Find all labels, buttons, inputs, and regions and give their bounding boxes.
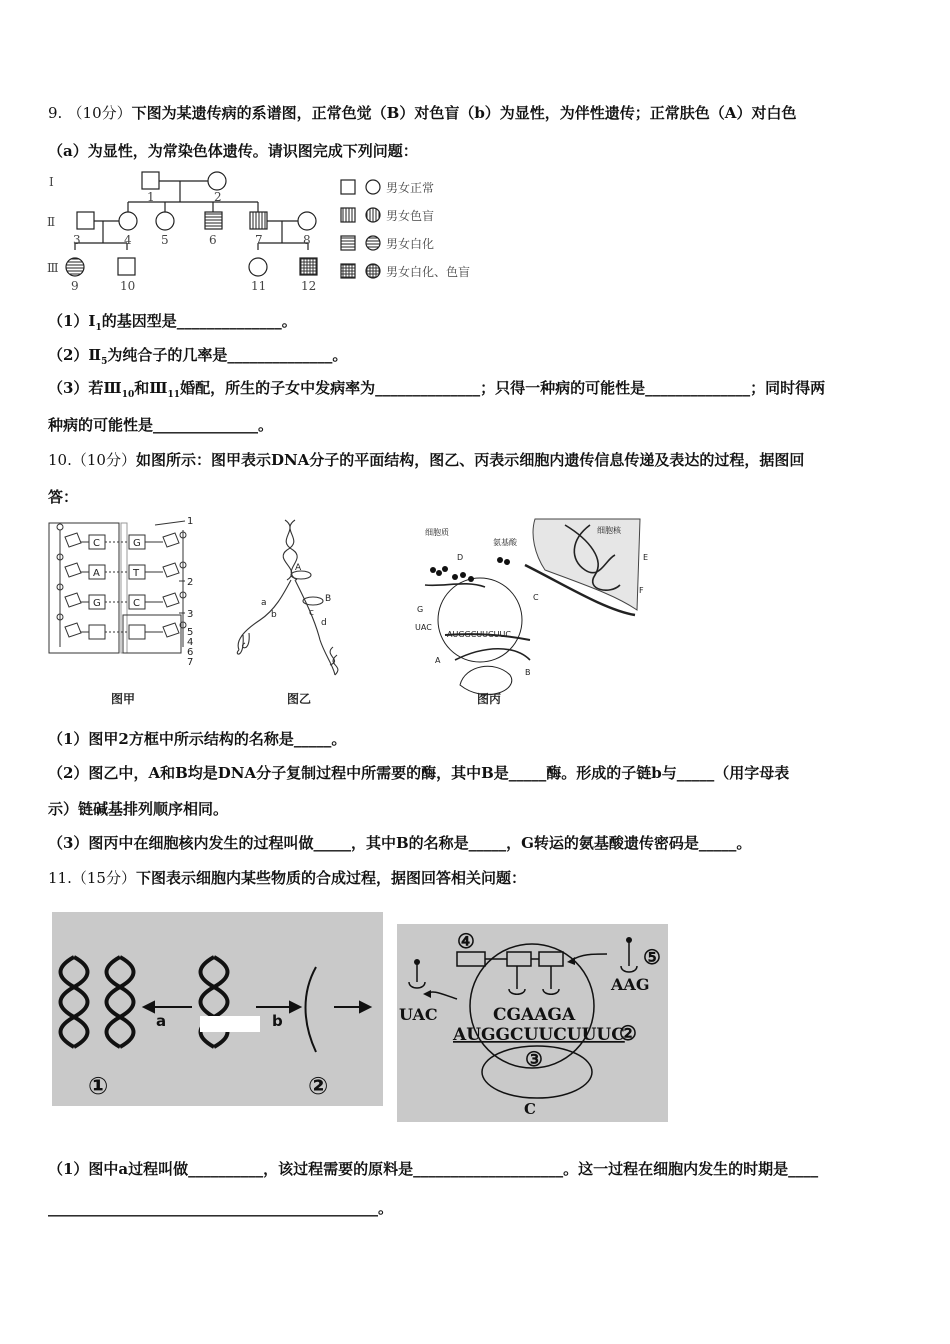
bing-anticodon: UAC [415,623,432,632]
individual-II6 [205,212,222,229]
bing-label-A: A [435,656,441,665]
legend-normal: 男女正常 [386,181,435,195]
q9-score: （10分） [67,104,132,122]
caption-jia: 图甲 [111,692,136,706]
individual-II8 [298,212,316,230]
mark-2-right: ② [619,1021,637,1045]
individual-II5 [156,212,174,230]
mark-1: ① [88,1072,109,1100]
anticodon-sequence: CGAAGA [493,1005,576,1025]
base-A: A [93,568,100,579]
bing-label-nucleus: 细胞核 [597,526,621,535]
individual-II7 [250,212,267,229]
arrow-b-label: b [272,1012,283,1030]
individual-III12 [300,258,317,275]
q9-title-text: 下图为某遗传病的系谱图，正常色觉（B）对色盲（b）为显性，为伴性遗传；正常肤色（A）对白色 [131,104,797,122]
base-G: G [133,538,141,549]
label-10: 10 [120,279,136,293]
yi-label-B: B [325,594,332,604]
gen-label-III: Ⅲ [47,261,59,275]
caption-bing: 图丙 [477,692,502,706]
legend-both: 男女白化、色盲 [386,265,471,279]
jia-label-5: 5 [187,627,194,638]
label-5: 5 [161,233,169,247]
yi-label-c: c [309,608,314,618]
mark-3: ③ [525,1047,543,1071]
caption-yi: 图乙 [287,692,312,706]
label-12: 12 [301,279,317,293]
bing-label-B: B [525,668,531,677]
fig-jia-dna-structure [45,515,205,710]
bing-mrna: AUGGCUUCUUC [447,630,511,639]
q10-title: 10.（10分）如图所示：图甲表示DNA分子的平面结构，图乙、丙表示细胞内遗传信息传递及表达的过程，据图回 [48,451,805,469]
label-9: 9 [71,279,79,293]
fig-yi-replication [225,515,355,710]
label-8: 8 [303,233,311,247]
mrna-sequence: AUGGCUUCUUUC [453,1025,625,1045]
q10-sub2-line2: 示）链碱基排列顺序相同。 [48,800,229,818]
mark-2: ② [308,1072,329,1100]
yi-label-a: a [261,598,267,608]
individual-II3 [77,212,94,229]
fig-bing-expression [405,515,650,710]
label-1: 1 [147,190,155,204]
base-T: T [133,568,140,579]
q9-sub3: （3）若$Ⅲ_{10}$和$Ⅲ_{11}$婚配，所生的子女中发病率为______________；只得一种病的可能性是______________；同时得两 [48,379,826,400]
bing-label-cytoplasm: 细胞质 [425,528,449,537]
q10-title-line2: 答： [48,488,79,506]
base-G2: G [93,598,101,609]
label-2: 2 [214,190,222,204]
mark-5: ⑤ [643,945,661,969]
label-4: 4 [124,233,132,247]
arrow-a-label: a [156,1012,167,1030]
jia-label-6: 6 [187,647,194,658]
q9-sub2: $(2)Ⅱ_5$为纯合子的几率是______________。 [48,346,348,367]
bing-label-D: D [457,553,464,562]
bing-label-G: G [417,605,424,614]
gen-label-II: Ⅱ [47,215,56,229]
q10-sub1: （1）图甲2方框中所示结构的名称是_____。 [48,730,347,748]
q11-sub1: （1）图中a过程叫做__________，该过程需要的原料是____________________。这一过程在细胞内发生的时期是____ [48,1160,819,1178]
q9-title [48,102,796,123]
base-C2: C [133,598,140,609]
q10-sub3: （3）图丙中在细胞核内发生的过程叫做_____，其中B的名称是_____，G转运的氨基酸遗传密码是_____。 [48,834,752,852]
q9-number: 9. [48,104,63,122]
q11-left-figure [52,912,383,1106]
jia-label-4: 4 [187,637,194,648]
caption-C: C [524,1100,536,1118]
individual-III11 [249,258,267,276]
mark-4: ④ [457,929,475,953]
bing-label-E: E [643,553,649,562]
q10-sub2: （2）图乙中，A和B均是DNA分子复制过程中所需要的酶，其中B是_____酶。形成的子链b与_____（用字母表 [48,764,790,782]
jia-label-2: 2 [187,577,194,588]
yi-label-d: d [321,618,327,628]
base-C: C [93,538,100,549]
tRNA-UAC: UAC [399,1005,438,1024]
q11-right-figure [397,924,668,1122]
legend-colorblind: 男女色盲 [386,209,435,223]
q11-title: 11.（15分）下图表示细胞内某些物质的合成过程，据图回答相关问题： [48,869,526,887]
bing-label-aminoacid: 氨基酸 [493,538,517,547]
yi-label-b: b [271,610,277,620]
individual-II4 [119,212,137,230]
bing-label-C: C [533,593,539,602]
jia-label-7: 7 [187,657,194,668]
individual-I2 [208,172,226,190]
legend-albino: 男女白化 [386,237,435,251]
q9-title-line2: （a）为显性，为常染色体遗传。请识图完成下列问题： [48,142,418,160]
label-11: 11 [251,279,267,293]
individual-I1 [142,172,159,189]
jia-label-1: 1 [187,516,194,527]
individual-III10 [118,258,135,275]
pedigree-chart [45,168,515,298]
q9-sub1: $(1)Ⅰ_1$的基因型是______________。 [48,312,297,333]
bing-label-F: F [639,586,644,595]
gen-label-I: Ⅰ [49,175,54,189]
label-3: 3 [73,233,81,247]
tRNA-AAG: AAG [611,975,650,994]
label-7: 7 [255,233,263,247]
individual-III9 [66,258,84,276]
label-6: 6 [209,233,217,247]
jia-label-3: 3 [187,609,194,620]
yi-label-A: A [295,563,302,573]
q11-sub1-line2: ____________________________________________。 [48,1199,394,1217]
q9-sub3-line2: 种病的可能性是______________。 [48,416,274,434]
